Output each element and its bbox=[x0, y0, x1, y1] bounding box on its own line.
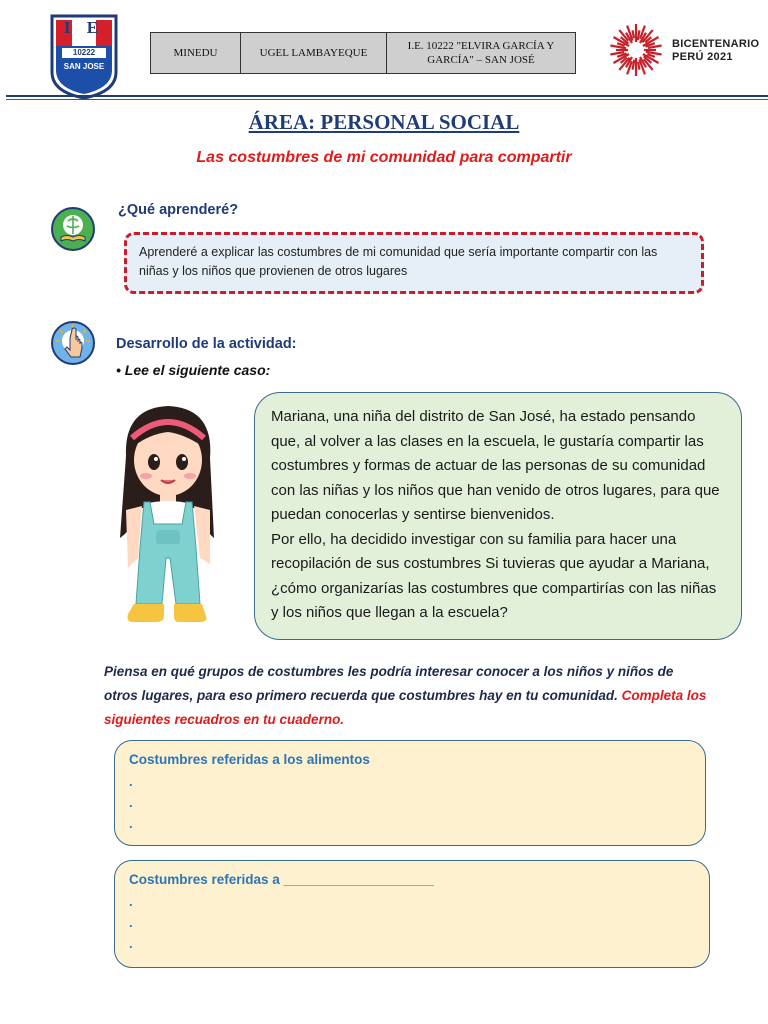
list-item: . bbox=[129, 795, 133, 810]
instruction-main: Piensa en qué grupos de costumbres les podría interesar conocer a los niños y niños de otros lugares, para eso primero recuerda que costumbres hay en tu comunidad. bbox=[104, 664, 674, 703]
learn-heading: ¿Qué aprenderé? bbox=[118, 202, 239, 218]
emblem-ray bbox=[633, 30, 634, 38]
girl-illustration bbox=[104, 398, 234, 634]
emblem-ray bbox=[638, 62, 639, 70]
bicentenario-label bbox=[672, 38, 759, 64]
brain-book-icon bbox=[50, 206, 96, 252]
customs-box-title: Costumbres referidas a ____________________ bbox=[129, 872, 434, 887]
instruction-highlight: Completa los siguientes recuadros en tu cuaderno. bbox=[104, 688, 707, 727]
list-item: . bbox=[129, 774, 133, 789]
customs-box-1 bbox=[114, 740, 706, 846]
customs-box-title: Costumbres referidas a los alimentos bbox=[129, 752, 370, 767]
logo-number: 10222 bbox=[72, 48, 96, 57]
page-title: ÁREA: PERSONAL SOCIAL bbox=[248, 110, 520, 134]
list-item: . bbox=[129, 936, 133, 951]
customs-box-2 bbox=[114, 860, 710, 968]
learn-box: Aprenderé a explicar las costumbres de mi comunidad que sería importante compartir con las niñas y los niños que provienen de otros lugares bbox=[124, 232, 704, 294]
activity-bullet: • Lee el siguiente caso: bbox=[116, 362, 271, 378]
story-box bbox=[254, 392, 742, 640]
list-item: . bbox=[129, 816, 133, 831]
header-table bbox=[150, 32, 576, 74]
list-item: . bbox=[129, 894, 133, 909]
page-subtitle: Las costumbres de mi comunidad para compartir bbox=[196, 149, 572, 166]
emblem-ray bbox=[633, 60, 635, 70]
logo-letters: I E bbox=[63, 18, 105, 37]
activity-heading: Desarrollo de la actividad: bbox=[116, 336, 297, 352]
header-cell-minedu: MINEDU bbox=[151, 33, 241, 73]
bicentenario-line2: PERÚ 2021 bbox=[672, 51, 733, 63]
list-item: . bbox=[129, 915, 133, 930]
header-divider-red bbox=[6, 99, 768, 100]
story-paragraph-2: Por ello, ha decidido investigar con su familia para hacer una recopilación de sus costumbres Si tuvieras que ayudar a Mariana, ¿cómo organizarías las costumbres que compartirías con las niñas y los niños que llegan a la escuela? bbox=[271, 530, 717, 621]
bicentenario-line1: BICENTENARIO bbox=[672, 38, 760, 50]
story-paragraph-1: Mariana, una niña del distrito de San José, ha estado pensando que, al volver a las clases en la escuela, le gustaría compartir las costumbres y formas de actuar de las personas de su comunidad con las niñas y los niños que han venido de otros lugares, para que puedan conocerlas y sentirse bienvenidos. bbox=[271, 408, 720, 523]
instruction-text bbox=[104, 660, 710, 732]
header-cell-school: I.E. 10222 "ELVIRA GARCÍA Y GARCÍA" – SAN JOSÉ bbox=[407, 40, 555, 66]
header-divider bbox=[6, 95, 768, 97]
hand-touch-icon bbox=[50, 320, 96, 366]
logo-place: SAN JOSE bbox=[63, 62, 105, 71]
emblem-ray bbox=[638, 30, 640, 40]
header-cell-ugel: UGEL LAMBAYEQUE bbox=[241, 33, 387, 73]
